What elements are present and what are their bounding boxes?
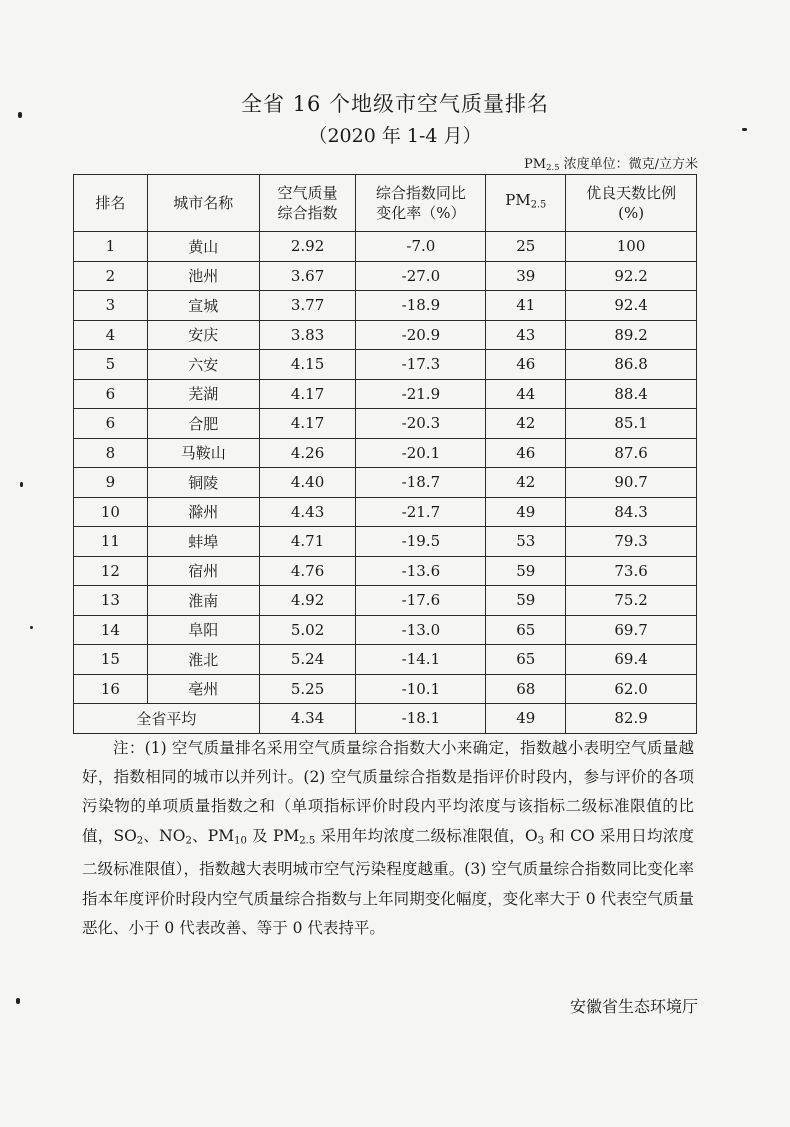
- cell-change: -17.6: [356, 586, 486, 616]
- cell-change: -18.9: [356, 291, 486, 321]
- cell-good: 86.8: [566, 350, 697, 380]
- cell-rank: 6: [74, 379, 148, 409]
- cell-index: 3.83: [259, 320, 356, 350]
- cell-city: 马鞍山: [147, 438, 259, 468]
- table-row: [74, 497, 697, 527]
- table-average-row: [74, 704, 697, 734]
- cell-change: -21.7: [356, 497, 486, 527]
- cell-city: 合肥: [147, 409, 259, 439]
- ranking-table: [73, 174, 697, 734]
- header-change: [356, 175, 486, 232]
- unit-note: [524, 153, 698, 172]
- cell-rank: 6: [74, 409, 148, 439]
- cell-average-pm25: 49: [486, 704, 566, 734]
- cell-index: 5.25: [259, 674, 356, 704]
- cell-rank: 13: [74, 586, 148, 616]
- cell-change: -13.0: [356, 615, 486, 645]
- cell-index: 4.76: [259, 556, 356, 586]
- cell-pm25: 46: [486, 438, 566, 468]
- cell-rank: 11: [74, 527, 148, 557]
- footnote-text: 、NO: [143, 826, 186, 845]
- cell-good: 92.4: [566, 291, 697, 321]
- cell-good: 100: [566, 232, 697, 262]
- footnote-text: 及 PM: [246, 826, 300, 845]
- table-row: [74, 586, 697, 616]
- cell-good: 73.6: [566, 556, 697, 586]
- cell-change: -20.1: [356, 438, 486, 468]
- cell-pm25: 53: [486, 527, 566, 557]
- issuer-signature: 安徽省生态环境厅: [569, 997, 698, 1016]
- table-row: [74, 409, 697, 439]
- cell-city: 安庆: [147, 320, 259, 350]
- cell-good: 85.1: [566, 409, 697, 439]
- cell-pm25: 42: [486, 468, 566, 498]
- cell-index: 4.40: [259, 468, 356, 498]
- cell-rank: 3: [74, 291, 148, 321]
- cell-index: 4.71: [259, 527, 356, 557]
- cell-city: 铜陵: [147, 468, 259, 498]
- header-good-line1: 优良天数比例: [586, 184, 677, 202]
- cell-index: 2.92: [259, 232, 356, 262]
- table-row: [74, 232, 697, 262]
- footnote-text: 、PM: [191, 826, 235, 845]
- header-change-line2: 变化率（%）: [376, 204, 466, 222]
- footnote-text: 和 CO 采用日均浓度二级标准限值），指数越大表明城市空气污染程度越重。(3) 空气质量综合指数同比变化率指本年度评价时段内空气质量综合指数与上年同期变化幅度，变化率大于 0 代表空气质量恶化、小于 0 代表改善、等于 0 代表持平。: [82, 826, 695, 937]
- footnote-text: 注：(1) 空气质量排名采用空气质量综合指数大小来确定，指数越小表明空气质量越好，指数相同的城市以并列计。(2) 空气质量综合指数是指评价时段内，参与评价的各项污染物的单项质量指数之和（单项指标评价时段内平均浓度与该指标二级标准限值的比值，SO: [82, 739, 694, 845]
- cell-pm25: 42: [486, 409, 566, 439]
- cell-city: 芜湖: [147, 379, 259, 409]
- cell-change: -13.6: [356, 556, 486, 586]
- cell-index: 4.43: [259, 497, 356, 527]
- cell-pm25: 68: [486, 674, 566, 704]
- cell-change: -17.3: [356, 350, 486, 380]
- cell-change: -20.9: [356, 320, 486, 350]
- footnote-subscript: 2.5: [299, 835, 316, 847]
- cell-rank: 2: [74, 261, 148, 291]
- cell-city: 蚌埠: [147, 527, 259, 557]
- cell-rank: 1: [74, 232, 148, 262]
- header-pm25: [486, 175, 566, 232]
- table-row: [74, 527, 697, 557]
- cell-pm25: 59: [486, 556, 566, 586]
- cell-good: 89.2: [566, 320, 697, 350]
- cell-good: 62.0: [566, 674, 697, 704]
- table-row: [74, 350, 697, 380]
- footnote-subscript: 2: [136, 835, 144, 847]
- cell-city: 滁州: [147, 497, 259, 527]
- cell-index: 3.67: [259, 261, 356, 291]
- footnote-subscript: 10: [234, 835, 247, 847]
- cell-pm25: 65: [486, 645, 566, 675]
- cell-good: 69.7: [566, 615, 697, 645]
- header-good-days: [566, 175, 697, 232]
- cell-average-label: 全省平均: [74, 704, 260, 734]
- cell-change: -18.7: [356, 468, 486, 498]
- footnote-text: 采用年均浓度二级标准限值，O: [315, 826, 538, 845]
- cell-change: -14.1: [356, 645, 486, 675]
- cell-index: 5.02: [259, 615, 356, 645]
- cell-index: 4.17: [259, 379, 356, 409]
- table-row: [74, 291, 697, 321]
- cell-good: 87.6: [566, 438, 697, 468]
- cell-index: 4.17: [259, 409, 356, 439]
- cell-city: 亳州: [147, 674, 259, 704]
- header-rank: 排名: [74, 175, 148, 232]
- header-pm-prefix: PM: [505, 191, 531, 210]
- cell-city: 黄山: [147, 232, 259, 262]
- cell-rank: 8: [74, 438, 148, 468]
- cell-rank: 14: [74, 615, 148, 645]
- table-row: [74, 556, 697, 586]
- cell-good: 69.4: [566, 645, 697, 675]
- table-row: [74, 438, 697, 468]
- cell-city: 六安: [147, 350, 259, 380]
- cell-change: -27.0: [356, 261, 486, 291]
- header-city: 城市名称: [147, 175, 259, 232]
- header-aqi: [259, 175, 356, 232]
- document-title: 全省 16 个地级市空气质量排名: [240, 92, 550, 116]
- cell-average-index: 4.34: [259, 704, 356, 734]
- cell-pm25: 59: [486, 586, 566, 616]
- cell-rank: 9: [74, 468, 148, 498]
- cell-index: 3.77: [259, 291, 356, 321]
- cell-average-change: -18.1: [356, 704, 486, 734]
- cell-pm25: 41: [486, 291, 566, 321]
- cell-change: -20.3: [356, 409, 486, 439]
- table-row: [74, 320, 697, 350]
- cell-pm25: 25: [486, 232, 566, 262]
- cell-good: 79.3: [566, 527, 697, 557]
- cell-average-good: 82.9: [566, 704, 697, 734]
- cell-pm25: 46: [486, 350, 566, 380]
- cell-good: 75.2: [566, 586, 697, 616]
- scan-speck: [30, 626, 33, 629]
- cell-rank: 5: [74, 350, 148, 380]
- cell-rank: 15: [74, 645, 148, 675]
- table-header-row: [74, 175, 697, 232]
- cell-pm25: 44: [486, 379, 566, 409]
- cell-index: 4.92: [259, 586, 356, 616]
- footnote-subscript: 3: [537, 835, 545, 847]
- cell-change: -7.0: [356, 232, 486, 262]
- cell-city: 淮北: [147, 645, 259, 675]
- unit-note-prefix: PM: [524, 157, 547, 172]
- unit-note-suffix: 浓度单位：微克/立方米: [559, 157, 698, 172]
- document-subtitle: （2020 年 1-4 月）: [308, 125, 482, 147]
- cell-good: 90.7: [566, 468, 697, 498]
- table-row: [74, 468, 697, 498]
- unit-note-subscript: 2.5: [546, 162, 560, 173]
- cell-city: 宣城: [147, 291, 259, 321]
- cell-good: 84.3: [566, 497, 697, 527]
- header-aqi-line2: 综合指数: [277, 204, 338, 222]
- header-aqi-line1: 空气质量: [277, 184, 338, 202]
- cell-good: 88.4: [566, 379, 697, 409]
- header-good-line2: (%): [618, 204, 645, 222]
- cell-change: -19.5: [356, 527, 486, 557]
- scan-speck: [16, 998, 20, 1004]
- cell-pm25: 43: [486, 320, 566, 350]
- cell-pm25: 49: [486, 497, 566, 527]
- table-row: [74, 261, 697, 291]
- cell-pm25: 65: [486, 615, 566, 645]
- cell-index: 5.24: [259, 645, 356, 675]
- scan-speck: [20, 482, 23, 487]
- cell-index: 4.15: [259, 350, 356, 380]
- cell-city: 宿州: [147, 556, 259, 586]
- cell-city: 阜阳: [147, 615, 259, 645]
- table-row: [74, 674, 697, 704]
- cell-city: 淮南: [147, 586, 259, 616]
- cell-pm25: 39: [486, 261, 566, 291]
- cell-index: 4.26: [259, 438, 356, 468]
- cell-rank: 4: [74, 320, 148, 350]
- table-row: [74, 379, 697, 409]
- header-pm-subscript: 2.5: [530, 199, 547, 211]
- header-change-line1: 综合指数同比: [375, 184, 466, 202]
- cell-change: -10.1: [356, 674, 486, 704]
- footnote-subscript: 2: [185, 835, 192, 847]
- cell-good: 92.2: [566, 261, 697, 291]
- cell-city: 池州: [147, 261, 259, 291]
- table-row: [74, 645, 697, 675]
- cell-rank: 12: [74, 556, 148, 586]
- cell-change: -21.9: [356, 379, 486, 409]
- footnote: [82, 734, 694, 943]
- cell-rank: 16: [74, 674, 148, 704]
- table-row: [74, 615, 697, 645]
- cell-rank: 10: [74, 497, 148, 527]
